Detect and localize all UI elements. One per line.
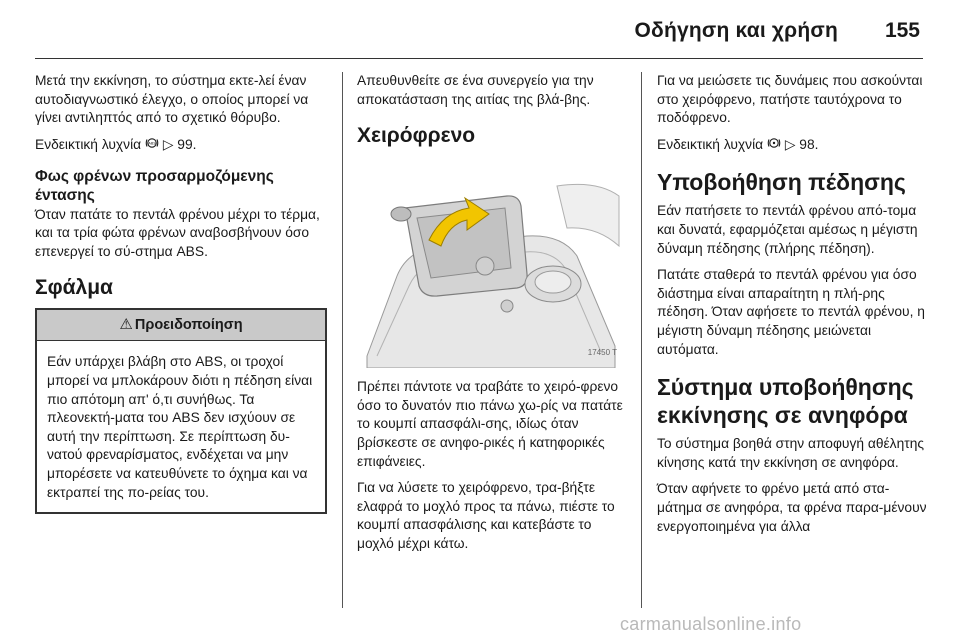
column-divider-2 (641, 72, 642, 608)
section-title: Οδήγηση και χρήση (634, 19, 838, 42)
hill-start-paragraph-1: Το σύστημα βοηθά στην αποφυγή αθέλητης κίνησης κατά την εκκίνηση σε ανηφόρα. (657, 436, 925, 470)
apply-handbrake-paragraph: Πρέπει πάντοτε να τραβάτε το χειρό-φρενο όσο το δυνατόν πιο πάνω χω-ρίς να πατάτε το κουμπί απασφάλι-σης, ιδίως όταν βρίσκεστε σε ανηφο-ρικές ή κατηφορικές επιφάνειες. (357, 379, 623, 469)
handbrake-illustration (357, 156, 623, 368)
reduce-force-paragraph: Για να μειώσετε τις δυνάμεις που ασκούνται στο χειρόφρενο, πατήστε ταυτόχρονα το ποδόφρενο. (657, 73, 923, 126)
warning-header (37, 310, 325, 341)
brake-lamp-icon (767, 136, 781, 155)
hill-start-paragraph-2: Όταν αφήνετε το φρένο μετά από στα-μάτημα σε ανηφόρα, τα φρένα παρα-μένουν ενεργοποιημένα για άλλα (657, 481, 927, 534)
brake-assist-paragraph-2: Πατάτε σταθερά το πεντάλ φρένου για όσο διάστημα είναι απαραίτητη η πλή-ρης πέδηση. Όταν αφήσετε το πεντάλ φρένου, η μέγιστη δύναμη πέδησης μειώνεται αυτόματα. (657, 267, 925, 357)
workshop-paragraph: Απευθυνθείτε σε ένα συνεργείο για την αποκατάσταση της αιτίας της βλά-βης. (357, 73, 594, 107)
abs-lamp-reference (35, 136, 325, 155)
lamp-label: Ενδεικτική λυχνία (35, 136, 142, 152)
page-header (0, 0, 960, 58)
warning-box (35, 308, 327, 514)
figure-code: 17450 T (587, 347, 617, 357)
warning-title: Προειδοποίηση (134, 317, 243, 334)
warning-body: Εάν υπάρχει βλάβη στο ABS, οι τροχοί μπορεί να μπλοκάρουν διότι η πέδηση είναι πιο απότομη απ' ό,τι συνήθως. Τα πλεονεκτή-ματα του ABS δεν ισχύουν σε αυτή την περίπτωση. Σε περίπτωση δυ-νατού φρεναρίσματος, ενδέχεται να μην μπορέσετε να κατευθύνετε το όχημα και να εκτραπεί της πο-ρείας του. (47, 354, 313, 500)
lamp-label: Ενδεικτική λυχνία (657, 136, 764, 152)
fault-heading: Σφάλμα (35, 276, 113, 300)
column-2 (357, 72, 627, 562)
hill-start-heading: Σύστημα υποβοήθησης εκκίνησης σε ανηφόρα (657, 374, 914, 429)
abs-self-test-paragraph: Μετά την εκκίνηση, το σύστημα εκτε-λεί έναν αυτοδιαγνωστικό έλεγχο, ο οποίος μπορεί να γίνει αντιληπτός από το σχετικό θόρυβο. (35, 73, 309, 126)
brake-light-heading: Φως φρένων προσαρμοζόμενης έντασης (35, 168, 274, 204)
watermark: carmanualsonline.info (620, 614, 802, 634)
handbrake-drawing (357, 156, 623, 368)
column-1 (35, 72, 325, 514)
page-ref[interactable]: 98. (799, 136, 819, 152)
page-ref[interactable]: 99. (177, 136, 197, 152)
handbrake-heading: Χειρόφρενο (357, 124, 476, 148)
column-divider-1 (342, 72, 343, 608)
column-3 (657, 72, 927, 544)
header-divider (35, 58, 923, 59)
svg-text:ABS: ABS (148, 141, 156, 146)
brake-lamp-reference (657, 136, 927, 155)
page-ref-arrow-icon: ▷ (162, 136, 174, 152)
warning-triangle-icon: ⚠ (119, 316, 133, 334)
brake-assist-heading: Υποβοήθηση πέδησης (657, 169, 906, 196)
abs-lamp-icon (145, 136, 159, 155)
page-number: 155 (884, 19, 920, 42)
release-handbrake-paragraph: Για να λύσετε το χειρόφρενο, τρα-βήξτε ελαφρά το μοχλό προς τα πάνω, πιέστε το κουμπί απασφάλισης και κατεβάστε το μοχλό μέχρι κάτω. (357, 480, 615, 551)
brake-assist-paragraph-1: Εάν πατήσετε το πεντάλ φρένου από-τομα και δυνατά, εφαρμόζεται αμέσως η μέγιστη δύναμη πέδησης (πλήρης πέδηση). (657, 203, 918, 256)
page-ref-arrow-icon: ▷ (784, 136, 796, 152)
brake-light-paragraph: Όταν πατάτε το πεντάλ φρένου μέχρι το τέρμα, και τα τρία φώτα φρένων αναβοσβήνουν όσο επενεργεί το σύ-στημα ABS. (35, 206, 320, 259)
